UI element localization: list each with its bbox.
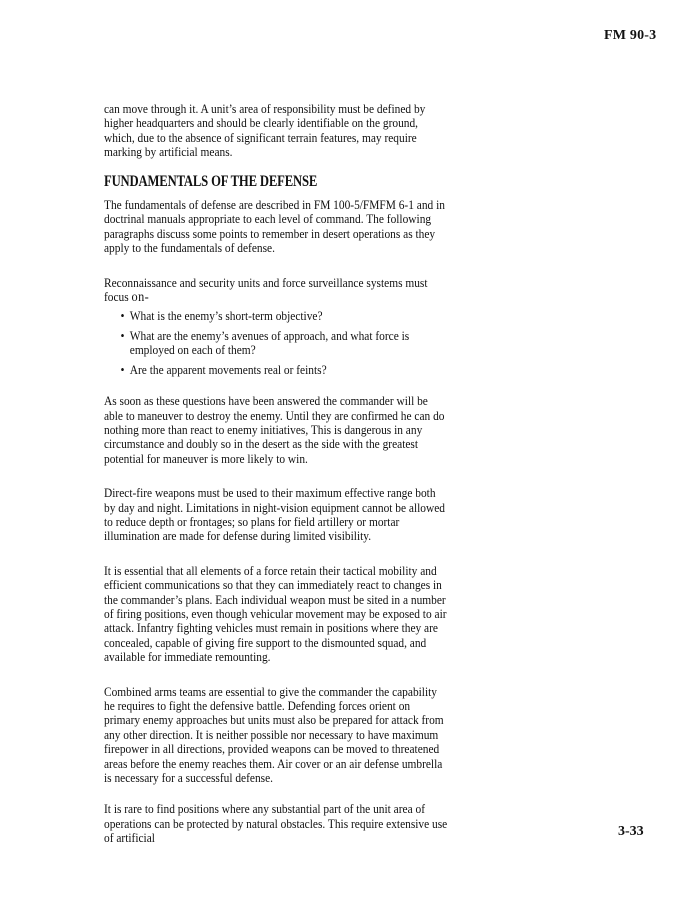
paragraph-reconnaissance-text: Reconnaissance and security units and force surveillance systems must focus [104,275,428,305]
paragraph-obstacles: It is rare to find positions where any substantial part of the unit area of operations can be protected by natural obstacles. This require extensive use of artificial [104,802,448,846]
intro-paragraph: can move through it. A unit’s area of responsibility must be defined by higher headquarters and should be clearly identifiable on the ground, which, due to the absence of significant terrain features, may require marking by artificial means. [104,102,426,160]
paragraph-reconnaissance-tail: on- [131,289,150,305]
paragraph-commander: As soon as these questions have been answered the commander will be able to maneuver to destroy the enemy. Until they are confirmed he can do nothing more than react to enemy initiatives, This is dangerous in any circumstance and doubly so in the desert as the side with the greatest potential for maneuver is more likely to win. [104,394,445,466]
list-item: • What are the enemy’s avenues of approach, and what force is employed on each of them? [121,329,449,358]
paragraph-mobility: It is essential that all elements of a force retain their tactical mobility and efficient communications so that they can immediately react to changes in the commander’s plans. Each individual weapon must be sited in a number of firing positions, even though vehicular movement may be exposed to air attack. Infantry fighting vehicles must remain in positions where they are concealed, capable of giving fire support to the dismounted squad, and available for immediate remounting. [104,563,447,665]
manual-code: FM 90-3 [604,28,657,43]
list-item: • What is the enemy’s short-term objective? [121,309,449,323]
question-list [104,309,448,377]
list-item: • Are the apparent movements real or feints? [121,363,449,377]
paragraph-fundamentals: The fundamentals of defense are described in FM 100-5/FMFM 6-1 and in doctrinal manuals appropriate to each level of command. The following paragraphs discuss some points to remember in desert operations as they apply to the fundamentals of defense. [104,198,445,256]
paragraph-direct-fire: Direct-fire weapons must be used to their maximum effective range both by day and night. Limitations in night-vision equipment cannot be allowed to reduce depth or frontages; so plans for field artillery or mortar illumination are made for defense during limited visibility. [104,486,445,544]
page-number: 3-33 [618,824,644,839]
section-heading: FUNDAMENTALS OF THE DEFENSE [104,172,318,190]
paragraph-reconnaissance [104,276,448,305]
page-body [104,102,448,846]
paragraph-combined-arms: Combined arms teams are essential to give the commander the capability he requires to fight the defensive battle. Defending forces orient on primary enemy approaches but units must also be prepared for attack from any other direction. It is neither possible nor necessary to have maximum firepower in all directions, provided weapons can be moved to threatened areas before the enemy reaches them. Air cover or an air defense umbrella is necessary for a successful defense. [104,684,444,786]
